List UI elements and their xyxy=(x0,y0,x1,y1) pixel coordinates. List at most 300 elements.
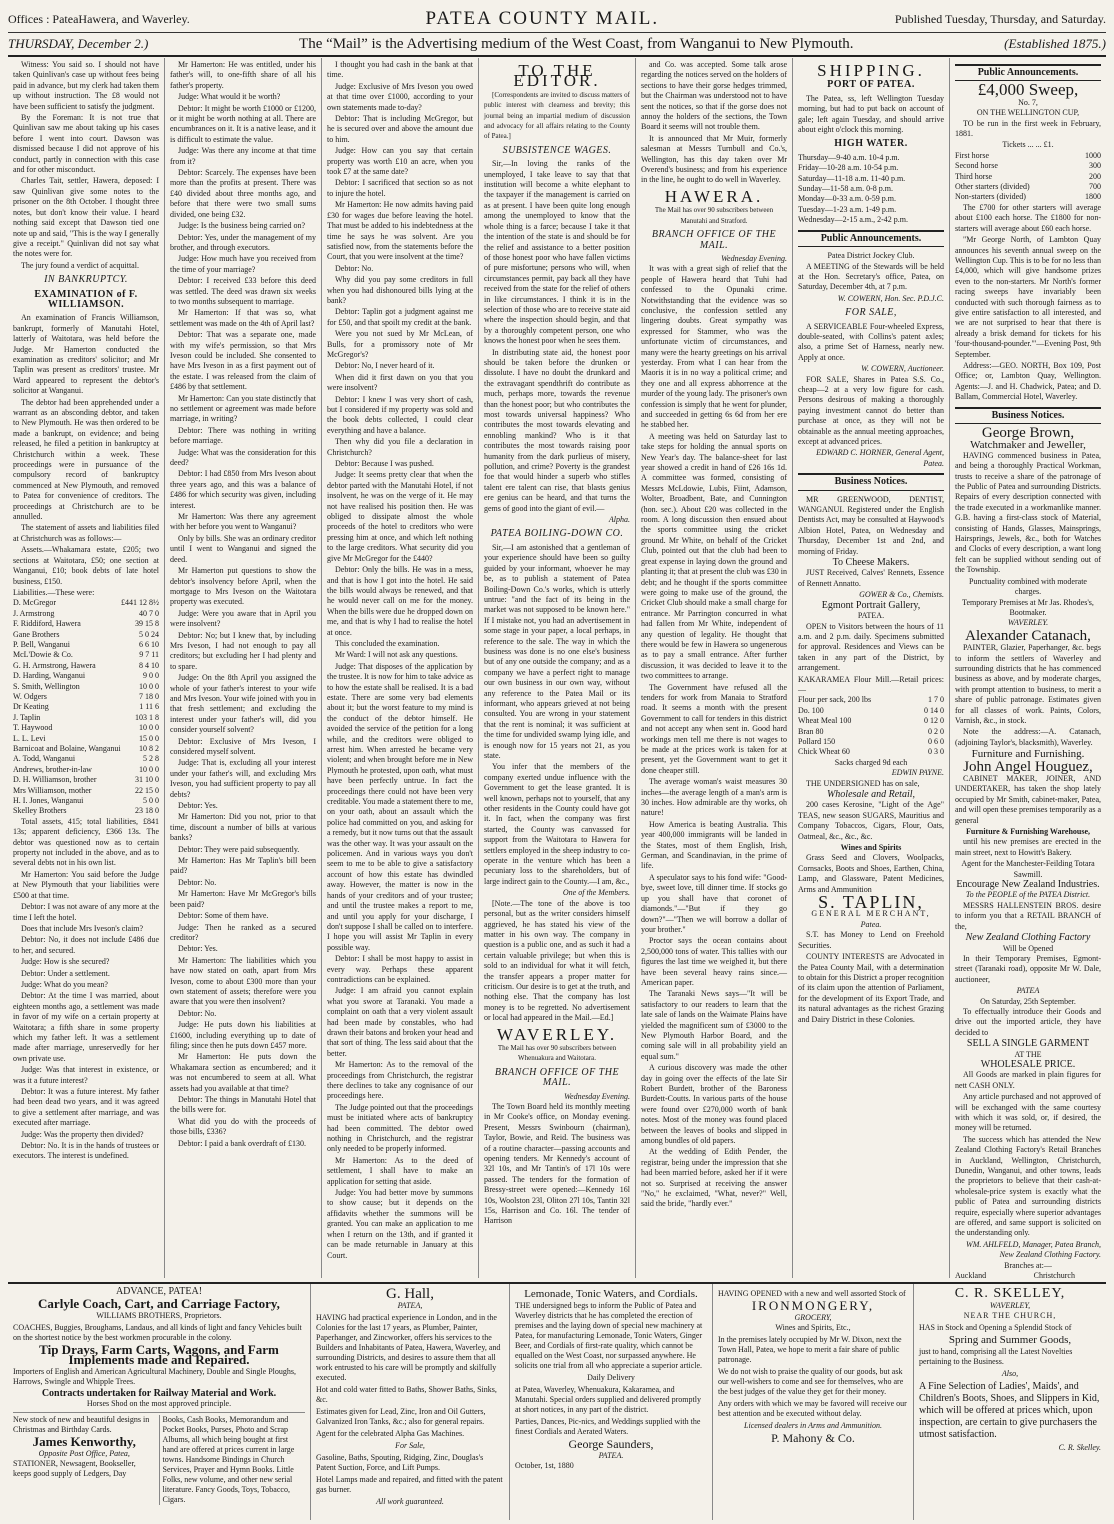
ad-heading: Lemonade, Tonic Waters, and Cordials. xyxy=(524,1288,698,1300)
para: Mr Hamerton: He was entitled, under his father's will, to one-fifth share of all his father's property. xyxy=(170,60,316,90)
para: Debtor: Scarcely. The expenses have been more than the profits at present. There was £40 divided about three months ago, and before that there were two small sums divided, one being £32. xyxy=(170,168,316,219)
para: Witness: You said so. I should not have taken Quinlivan's case up without fees being paid in advance, but my clerk had taken them up without instruction. The £8 would not have been sufficient to satisfy the judgment. xyxy=(13,60,159,111)
liability-cell: W. Odgers xyxy=(13,691,47,701)
para: Judge: It seems pretty clear that when the debtor parted with the Manutahi Hotel, if not insolvent, he was on the verge of it. He may not have realised his position then. He was obliged to dissipate almost the whole proceeds of the hotel to creditors who were pressing him at once, and which left nothing to the large creditors. What security did you give Mr McGregor for the £440? xyxy=(327,470,473,563)
dateline: Wednesday Evening. xyxy=(721,253,787,263)
ad-mahony xyxy=(713,1284,914,1520)
para: Debtor: Taplin got a judgment against me for £50, and that spoilt my credit at the bank. xyxy=(327,307,473,327)
para: MESSRS HALLENSTEIN BROS. desire to inform you that a RETAIL BRANCH of the, xyxy=(955,900,1101,931)
para: The Judge pointed out that the proceedings must be initiated where acts of bankruptcy had been committed. The debtor owed nothing in Christchurch, and the registrar only needed to be properly informed. xyxy=(327,1102,473,1154)
para: until his new premises are erected in the main street, next to Howitt's Bakery. xyxy=(955,837,1101,857)
subheader xyxy=(8,33,1106,57)
ad-subheading: PATEA. xyxy=(857,611,885,621)
para: Debtor: That was a separate one, made with my wife's permission, so that Mrs Iveson could be included. She consented to have Mrs Iveson in as a first payment out of the estate. I was released from the claim of £486 by that settlement. xyxy=(170,330,316,392)
section-heading: HAWERA. xyxy=(664,186,764,206)
para: Hotel Lamps made and repaired, and fitted with the patent gas burner. xyxy=(316,1475,503,1494)
para: Assets.—Whakamara estate, £205; two sections at Waitotara, £50; one section at Wanganui, £10; book debts of late hotel business, £150. xyxy=(13,545,159,586)
liability-cell: S. Smith, Wellington xyxy=(13,681,80,691)
para: Judge: On the 8th April you assigned the whole of your father's interest to your wife and Mrs Iveson. Your wife joined with you in that fresh settlement; and excluding the interest under your father's will, did you consider yourself solvent? xyxy=(170,673,316,735)
business-name: G. Hall, xyxy=(386,1286,434,1302)
masthead xyxy=(8,6,1106,33)
para: Total assets, 415; total liabilities, £841 13s; apparent deficiency, £366 13s. The debtor was questioned now as to certain property not included in the above, and as to several debts not in his own list. xyxy=(13,816,159,868)
para: Judge: Was there any income at that time from it? xyxy=(170,146,316,166)
tide-row: Sunday—11-58 a.m. 0-8 p.m. xyxy=(798,184,894,194)
liabilities-heading: Liabilities.—These were: xyxy=(13,587,95,597)
dateline: Wednesday Evening. xyxy=(564,1091,630,1101)
para: HAVING had practical experience in London, and in the Colonies for the last 17 years, as Plumber, Painter, Paperhanger, and Zincworker, offers his services to the Builders and Inhabitants of Patea, Hawera, Waverley, and surrounding Districts, and desires to assure them that all work entrusted to his care will be promptly and skilfully executed. xyxy=(316,1313,501,1382)
para: HAS in Stock and Opening a Splendid Stock of xyxy=(919,1323,1072,1332)
liability-cell: F. Riddiford, Hawera xyxy=(13,619,81,629)
liability-cell: 9 0 0 xyxy=(143,671,159,681)
para: Hot and cold water fitted to Baths, Shower Baths, Sinks, &c. xyxy=(316,1385,497,1404)
ad-kenworthy-left xyxy=(13,1415,159,1505)
liability-cell: 5 2 8 xyxy=(143,754,159,764)
liability-cell: 15 0 0 xyxy=(139,733,159,743)
liability-cell: McL'Dowie & Co. xyxy=(13,650,73,660)
para: This concluded the examination. xyxy=(335,638,440,648)
section-heading: EXAMINATION of F. WILLIAMSON. xyxy=(34,288,138,310)
liability-cell: 5 0 24 xyxy=(139,629,159,639)
ad-subheading: Will be Opened xyxy=(1002,943,1054,953)
para: It was with a great sigh of relief that the people of Hawera heard that Tuhi had confessed to the Opunaki crime. Notwithstanding that the evidence was so conclusive, the confession settled any lingering doubts. Great sympathy was expressed for Stammer, who was the unfortunate victim of circumstances, and many were the hearty greetings on his arrival yesterday. From what I can hear from the Maoris it is in no way a political crime; and they one and all express abhorrence at the murder of the young lady. The prisoner's own confession is simply that he went for plunder, and succeeded in getting 6s 6d from her ere he stabbed her. xyxy=(641,264,787,430)
flour-cell: Wheat Meal 100 xyxy=(798,716,852,726)
ad-carlyle xyxy=(8,1284,311,1520)
liability-row xyxy=(13,786,159,796)
para: Debtor: The things in Manutahi Hotel that the bills were for. xyxy=(170,1095,316,1115)
ad-saunders xyxy=(510,1284,713,1520)
para: Parties, Dances, Pic-nics, and Weddings supplied with the finest Cordials and Aerated Waters. xyxy=(515,1417,701,1436)
ad-heading: Carlyle Coach, Cart, and Carriage Factory, xyxy=(38,1296,280,1311)
liability-cell: Barnicoat and Bolaine, Wanganui xyxy=(13,744,121,753)
para: Judge: You had better move by summons to show cause; but it depends on the affidavits whether the summons will be granted. You can make an application to me when I return on the 13th, and if granted it can be made returnable in January at this Court. xyxy=(327,1188,473,1260)
para: MR GREENWOOD, DENTIST, WANGANUI. Registered under the English Dentists Act, may be consulted at Haywood's Albion Hotel, Patea, on Wednesday and Thursday, December 1st and 2nd, and morning of Friday. xyxy=(798,494,944,556)
flour-cell: Flour per sack, 200 lbs xyxy=(798,695,872,705)
prize-cell: Other starters (divided) xyxy=(955,182,1030,192)
tide-row: Thursday—9-40 a.m. 10-4 p.m. xyxy=(798,152,900,162)
prize-table xyxy=(955,151,1101,203)
liability-cell: D. H. Williamson, brother xyxy=(13,775,97,785)
liability-cell: 10 0 0 xyxy=(139,723,159,733)
para: Temporary Premises at Mr Jas. Rhodes's, Bootmaker. xyxy=(962,597,1094,617)
prize-cell: 1000 xyxy=(1085,150,1101,160)
para: FOR SALE, Shares in Patea S.S. Co., cheap—2 at a very low figure for cash. Persons desirous of making a thoroughly paying investment cannot do better than purchase at once, as they will not be obtainable as the annual meeting approaches, except at advanced prices. xyxy=(798,374,944,446)
tide-row: Tuesday—1-23 a.m. 1-49 p.m. xyxy=(798,204,897,214)
para: At the wedding of Edith Pender, the registrar, being under the impression that she had been married before, asked her if it were not so. Surprised at receiving the answer "No," he exclaimed, "What, never?" Well, said the bride, "hardly ever." xyxy=(641,1147,787,1209)
para: PAINTER, Glazier, Paperhanger, &c. begs to inform the settlers of Waverley and surrounding districts that he has commenced business as above, and by moderate charges, with prompt attention to business, to merit a share of public patronage. Estimates given for all classes of work. Paints, Colors, Varnish, &c., in stock. xyxy=(955,643,1101,725)
para: Mr Ward: I will not ask any questions. xyxy=(335,650,458,660)
para: Judge: Then he ranked as a secured creditor? xyxy=(170,922,316,942)
flour-row xyxy=(798,737,944,747)
para: Charles Tait, settler, Hawera, deposed: I saw Quinlivan give some notes to the prisoner on the 8th October. I thought three notes, but don't know their value. I heard nothing said except that Dawson tied one note up and said, "This is the way I generally give a receipt." Quinlivan did not say what the notes were for. xyxy=(13,176,159,259)
para: Debtor: No. It is in the hands of trustees or executors. The interest is undefined. xyxy=(13,1141,159,1161)
prize-row xyxy=(955,172,1101,182)
newspaper-title: PATEA COUNTY MAIL. xyxy=(425,8,660,29)
para: [Note.—The tone of the above is too personal, but as the writer considers himself aggrieved, he has stated his view of the matter in his own way. The company in question is a public one, and as such it had a certain valuable privilege; but when this is sold to an individual for what it will fetch, the transfer appears a proper matter for criticism. Our desire is to get at the truth, and nothing else. That the company has lost money is to be regretted. No advertisement or local had appeared in the Mail.—Ed.] xyxy=(484,898,630,1023)
prize-cell: 300 xyxy=(1089,161,1101,171)
column-3 xyxy=(322,58,479,1278)
branches-heading: Branches at:— xyxy=(1004,1260,1052,1270)
signature: GOWER & Co., Chemists. xyxy=(859,590,944,600)
para: Judge: That disposes of the application by the trustee. It is now for him to take advice as to how the estate shall be realised. It is a bad estate. There are some very bad elements about it; but the worst feature to my mind is the conduct of the debtor himself. He avoided the service of the petition for a long while, and the creditors were obliged to arrest him. When arrested he became very violent; and when brought before me in New Plymouth he protested, upon oath, what must have been perfectly untrue. In fact the proceedings there could not have been very creditable. You made a statement there to me, on your oath, about an assault which the police had committed on you, and asking for a remedy, but it now turns out that the assault was the other way. It was your assault on the policemen. And in various ways you don't seem to me to be able to give a satisfactory account of how this estate has dwindled away. However, the matter is now in the hands of your creditors and of your trustee; and until the trustee makes a report to me, and until you apply for your discharge, I don't suppose I shall be called on to interfere. I hope you will assist Mr Taplin in every possible way. xyxy=(327,661,473,952)
liability-cell: 1 11 6 xyxy=(139,702,159,712)
para: Mr Hamerton: He now admits having paid £30 for wages due before leaving the hotel. That must be added to his indebtedness at the time he says he was solvent. Are you satisfied now, from the statements before the Court, that you were insolvent at the time? xyxy=(327,200,473,262)
para: Horses Shod on the most approved principle. xyxy=(86,1399,232,1408)
ad-subheading: Daily Delivery xyxy=(587,1373,635,1382)
ad-kenworthy xyxy=(13,1412,305,1505)
para: Judge: I am afraid you cannot explain what you swore at Taranaki. You made a complaint on oath that a very violent assault had been made by constables, who had drawn their batons and broken your head and that sort of thing. The less said about that the better. xyxy=(327,986,473,1058)
liability-row xyxy=(13,692,159,702)
flour-row xyxy=(798,747,944,757)
prize-cell: First horse xyxy=(955,150,989,160)
para: Debtor: I had £850 from Mrs Iveson about three years ago, and this was a balance of £486 for which security was given, including interest. xyxy=(170,469,316,510)
flour-row xyxy=(798,716,944,726)
section-heading: WAVERLEY. xyxy=(496,1024,618,1044)
para: Debtor: No. xyxy=(178,877,217,887)
liability-cell: 6 6 10 xyxy=(139,639,159,649)
para: It is announced that Mr Muir, formerly salesman at Messrs Turnbull and Co.'s, Wellington, has this day taken over Mr Overend's business; and from his experience in the line, he ought to do well in Waverley. xyxy=(641,133,787,185)
para: Judge: He puts down his liabilities at £1600, including everything up to date of filing; since then he puts down £457 more. xyxy=(170,1020,316,1050)
liability-cell: 23 18 0 xyxy=(135,806,159,816)
tide-row: Saturday—11-18 a.m. 11-40 p.m. xyxy=(798,173,906,183)
issue-date: THURSDAY, December 2.) xyxy=(8,36,149,51)
ad-subheading: For Sale, xyxy=(395,1441,425,1450)
para: Judge: Were you aware that in April you were insolvent? xyxy=(170,608,316,629)
para: Any article purchased and not approved of will be exchanged with the same courtesy with which it was sold, or, if desired, the money will be returned. xyxy=(955,1092,1101,1133)
para: An examination of Francis Williamson, bankrupt, formerly of Manutahi Hotel, latterly of Waitotara, was held before the Judge. Mr Hamerton conducted the examination as creditors' solicitor; and Mr Taplin was present as creditors' trustee. Mr Ward appeared to represent the debtor's solicitor at Wanganui. xyxy=(13,313,159,396)
signature: W. COWERN, Hon. Sec. P.D.J.C. xyxy=(837,293,944,303)
para: Debtor: No. xyxy=(178,1008,217,1018)
prize-row xyxy=(955,151,1101,161)
liability-cell: J. Armstrong xyxy=(13,608,55,618)
ad-subheading: WHOLESALE PRICE. xyxy=(980,1058,1076,1070)
para: Mr Hamerton: Was there any agreement with her before you went to Wanganui? xyxy=(170,512,316,532)
tide-row: Monday—0-33 a.m. 0-59 p.m. xyxy=(798,194,896,204)
liability-row xyxy=(13,744,159,754)
para: A MEETING of the Stewards will be held at the Hon. Secretary's office, Patea, on Saturday, December 4th, at 7 p.m. xyxy=(798,261,944,292)
para: Mr Hamerton: Did you not, prior to that time, discount a number of bills at various banks? xyxy=(170,812,316,843)
para: CABINET MAKER, JOINER, AND UNDERTAKER, has taken the shop lately occupied by Mr Smith, cabinet-maker, Patea, and will open these premises temporarily as a general xyxy=(955,774,1101,825)
flour-cell: Pollard 150 xyxy=(798,736,836,746)
merchant-name: S. TAPLIN, xyxy=(818,892,924,913)
para: Judge: What was the consideration for this deed? xyxy=(170,447,316,468)
liability-cell: H. I. Jones, Wanganui xyxy=(13,796,84,806)
para: Punctuality combined with moderate charges. xyxy=(969,576,1087,597)
ad-heading: FOR SALE, xyxy=(845,307,897,319)
flour-cell: 0 2 0 xyxy=(928,726,944,736)
liability-row xyxy=(13,619,159,629)
para: "Mr George North, of Lambton Quay announces his seventh annual sweep on the Wellington Cup. This is to be for no less than £4,000, which will give handsome prizes even to the non-starters. Mr North's former racing sweeps have invariably been conducted with such thorough fairness as to give entire satisfaction to all interested, and we are not surprised to hear that there is already a brisk demand for tickets for his 'four-thousand-pounder.'"—Evening Post, 9th September. xyxy=(955,235,1101,359)
para: Sir,—I am astonished that a gentleman of your experience should have been so guilty guided by your informant, whoever he may be, as to publish a statement of Patea Boiling-Down Co.'s works, which is utterly untrue: "and the fact of its being in the market was not supposed to be known here." If I mistake not, you had an advertisement in some stage in your paper, a local perhaps, in reference to the sale. The way in which the business was done is no one else's business but of any one outside the company; and as a company we have a perfect right to manage our own business in our own way, without any reference to the Patea Mail or its informant, who appears grieved at not being consulted. You are wrong in your statement that the rent is nominal; it was sufficient at the time for undivided swamp lying idle, and is enough now for 15 years not 21, as you state. xyxy=(484,542,630,760)
ad-skelley xyxy=(914,1284,1106,1520)
para: In their Temporary Premises, Egmont-street (Taranaki road), opposite Mr W. Dale, auctioneer, xyxy=(955,953,1101,984)
liability-cell: A. Todd, Wanganui xyxy=(13,754,76,764)
sweep-cup: ON THE WELLINGTON CUP, xyxy=(976,108,1080,118)
liability-cell: Mrs Williamson, mother xyxy=(13,785,92,795)
liabilities-table xyxy=(13,598,159,817)
para: STATIONER, Newsagent, Bookseller, keeps good supply of Ledgers, Day xyxy=(13,1459,136,1478)
liability-cell: Skelley Brothers xyxy=(13,806,67,816)
prize-cell: 200 xyxy=(1089,171,1101,181)
para: What did you do with the proceeds of those bills, £336? xyxy=(170,1116,316,1137)
column-4 xyxy=(479,58,636,1278)
liability-row xyxy=(13,661,159,671)
para: Mr Hamerton: As to the removal of the proceedings from Christchurch, the registrar there declines to take any cognisance of our proceedings here. xyxy=(327,1060,473,1101)
para: Debtor: Only the bills. He was in a mess, and that is how I got into the hotel. He said the bills would always be renewed, and that he would never call on me for the money. When the bills were due he dropped down on me, and that is why I had to realise the hotel at once. xyxy=(327,565,473,637)
para: The statement of assets and liabilities filed at Christchurch was as follows:— xyxy=(13,523,159,543)
editor-note: [Correspondents are invited to discuss matters of public interest with clearness and brevity; this journal being an impartial medium of discussion and advocacy for all affairs relating to the County of Patea.] xyxy=(484,90,630,141)
para: Debtor: No, I never heard of it. xyxy=(335,361,435,371)
subscribers-note: The Mail has over 90 subscribers between Manutahi and Stratford. xyxy=(654,206,774,225)
business-place: Opposite Post Office, Patea, xyxy=(38,1449,130,1458)
para: COUNTY INTERESTS are Advocated in the Patea County Mail, with a determination to obtain for this District a proper recognition of its claim upon the attention of Parliament, for the development of its Export Trade, and its natural advantages as the richest Grazing and Dairy District in these Colonies. xyxy=(798,952,944,1024)
liability-cell: 8 4 10 xyxy=(139,660,159,670)
ad-subheading: AT THE xyxy=(1014,1049,1042,1059)
signature: W. COWERN, Auctioneer. xyxy=(861,364,944,374)
para: Debtor: Yes, under the management of my brother, and through executors. xyxy=(170,232,316,252)
flour-price-table xyxy=(798,695,944,757)
branch-row xyxy=(955,1271,1101,1278)
signature: EDWIN PAYNE. xyxy=(891,768,944,778)
para: Mr Hamerton: The liabilities which you have now stated on oath, apart from Mrs Iveson, come to about £300 more than your own statement of assets; therefore were you aware that you were then insolvent? xyxy=(170,955,316,1007)
para: Debtor: That is including McGregor, but he is secured over and above the amount due to him. xyxy=(327,114,473,144)
business-name: Alexander Catanach, xyxy=(965,627,1091,644)
prize-cell: 1800 xyxy=(1085,192,1101,202)
liability-cell: Dr Keating xyxy=(13,702,49,712)
flour-row xyxy=(798,706,944,716)
liability-cell: J. Taplin xyxy=(13,712,41,722)
ad-heading: To Cheese Makers. xyxy=(832,557,910,569)
para: Debtor: I paid a bank overdraft of £130. xyxy=(178,1138,306,1148)
column-1 xyxy=(8,58,165,1278)
date: October, 1st, 1880 xyxy=(515,1461,574,1470)
liability-cell: Gane Brothers xyxy=(13,629,60,639)
liability-cell: 39 15 8 xyxy=(135,619,159,629)
para: The £700 for other starters will average about £100 each horse. The £1800 for non-starters will average about £60 each horse. xyxy=(955,202,1101,233)
para: How America is beating Australia. This year 400,000 immigrants will be landed in the States, most of them English, Irish, German, and Scandinavian, in the prime of life. xyxy=(641,819,787,871)
public-announcements-heading: Public Announcements. xyxy=(798,230,944,247)
business-name: P. Mahony & Co. xyxy=(771,1431,855,1445)
para: A Fine Selection of Ladies', Maids', and Children's Boots, Shoes, and Slippers in Kid, which will be offered at prices which, upon inspection, are certain to give purchasers the utmost satisfaction. xyxy=(919,1381,1100,1440)
liability-row xyxy=(13,650,159,660)
flour-cell: 1 7 0 xyxy=(928,695,944,705)
ad-heading: Furniture and Furnishing. xyxy=(971,748,1085,761)
ad-subheading: Also, xyxy=(1001,1369,1019,1378)
para: Judge: Is the business being carried on? xyxy=(178,221,306,231)
sweep-title: £4,000 Sweep, xyxy=(977,80,1079,100)
ad-subheading: GROCERY, xyxy=(794,1313,832,1322)
para: A meeting was held on Saturday last to take steps for holding the annual sports on New Year's day. The balance-sheet for last year showed a credit in hand of £26 16s 1d. A committee was formed, consisting of Messrs McLdowie, Lubis, Fiint, Adamson, Wolter, Broadbent, Bate, and Cunnington (hon. sec.). About £20 was collected in the room. A long discussion then ensued about the sports committee using the cricket ground. Mr White, on behalf of the Cricket Club, pointed out that the club had been to great expense in laying down the ground and planting it; that at present the club was £30 in debt; and he thought if the sports committee were going to make use of the ground, the Cricket Club should make a small charge for entrance. Mr Parrington concurred in what had fallen from Mr White, independent of any question of legality. He thought that there would be few in Hawera so ungenerous as to pay a small entrance. After further discussion, it was decided to leave it to the two committees to arrange. xyxy=(641,431,787,681)
para: The Town Board held its monthly meeting in Mr Cooke's office, on Monday evening. Present, Messrs Swinbourn (chairman), Taylor, Bowie, and Reid. The business was of a routine character—passing accounts and opening tenders. Mr Kennedy's account of 32l 10s, and Mr Tantin's of 17l 10s were passed. The tenders for the formation of Bressy-street were opened:—Kennedy 16l 10s, Woolston 23l, Oliton 27l 10s, Tantin 32l 15s, Harrison and Co. 16l. The tender of Harrison xyxy=(484,1102,630,1226)
flour-cell: 0 6 0 xyxy=(928,736,944,746)
para: Judge: Was the property then divided? xyxy=(21,1129,144,1139)
liability-row xyxy=(13,682,159,692)
section-heading: SHIPPING. xyxy=(817,61,925,80)
liability-cell: 5 0 0 xyxy=(143,796,159,806)
ad-heading: Contracts undertaken for Railway Material and Work. xyxy=(41,1388,277,1399)
para: Mr Hamerton: You said before the Judge at New Plymouth that your liabilities were £500 at that time. xyxy=(13,869,159,900)
para: Debtor: Under a settlement. xyxy=(21,968,110,978)
para: All Goods are marked in plain figures for nett CASH ONLY. xyxy=(955,1070,1101,1090)
para: THE UNDERSIGNED has on sale, xyxy=(806,778,920,788)
para: To effectually introduce their Goods and drive out the imported article, they have decided to xyxy=(955,1006,1101,1037)
liability-cell: 31 10 0 xyxy=(135,775,159,785)
ad-subheading: Wholesale and Retail, xyxy=(826,789,916,800)
para: Address:—GEO. NORTH, Box 109, Post Office; or, Lambton Quay, Wellington. Agents:—J. and H. Chadwick, Patea; and D. Ballam, Commercial Hotel, Waverley. xyxy=(955,360,1101,402)
para: Note the address:—A. Catanach, (adjoining Taylor's, blacksmith), Waverley. xyxy=(955,727,1101,747)
para: Importers of English and American Agricultural Machinery, Double and Single Ploughs, Harrows, Swingle and Whipple Trees. xyxy=(13,1367,296,1386)
para: Debtor: I sacrificed that section so as not to injure the hotel. xyxy=(327,178,473,198)
flour-cell: 0 3 0 xyxy=(928,747,944,757)
tide-row: Wednesday—2-15 a.m., 2-42 p.m. xyxy=(798,215,908,225)
para: The success which has attended the New Zealand Clothing Factory's Retail Branches in Auckland, Wellington, Christchurch, Dunedin, Wanganui, and other towns, leads the proprietors to believe that their cash-at-wholesale-price system is exactly what the public of Patea and surrounding districts require, especially where superior advantages are offered, and same support is solicited on the understanding only. xyxy=(955,1134,1101,1238)
para: Judge: How can you say that certain property was worth £10 an acre, when you took £7 at the same date? xyxy=(327,146,473,177)
para: Mr Hamerton: If that was so, what settlement was made on the 4th of April last? xyxy=(170,308,316,328)
branch-cell: Christchurch xyxy=(1033,1271,1075,1278)
business-notices-heading: Business Notices. xyxy=(955,407,1101,424)
liability-row xyxy=(13,754,159,764)
liability-cell: Andrews, brother-in-law xyxy=(13,764,92,774)
para: Gasoline, Baths, Spouting, Ridging, Zinc, Douglas's Patent Suction, Force, and Lift Pumps. xyxy=(316,1453,484,1472)
para: Debtor: Because I was pushed. xyxy=(335,459,434,469)
liability-cell: P. Bell, Wanganui xyxy=(13,639,70,649)
liability-row xyxy=(13,713,159,723)
branches-table xyxy=(955,1271,1101,1278)
prize-row xyxy=(955,161,1101,171)
business-name: James Kenworthy, xyxy=(32,1434,136,1449)
para: The Government have refused all the tenders for work from Manaia to Stratford road. It seems a month with the present Government to call for tenders in this district and not accept any when sent in. Good hard workings men tell me there is not wages to be made at the prices work is taken for at present, yet the Government want to get it done cheaper still. xyxy=(641,682,787,775)
business-name: George Brown, xyxy=(981,425,1075,441)
column-6 xyxy=(793,58,950,1278)
para: The Patea, ss, left Wellington Tuesday morning, but had to put back on account of gale; left again Tuesday, and should arrive about eight o'clock this morning. xyxy=(798,93,944,135)
ad-subheading: New Zealand Clothing Factory xyxy=(965,932,1091,944)
liability-row xyxy=(13,702,159,712)
para: Debtor: No, it does not include £486 due to her, and secured. xyxy=(13,935,159,955)
signature: EDWARD C. HORNER, General Agent, Patea. xyxy=(816,448,944,468)
ad-subheading: SELL A SINGLE GARMENT xyxy=(966,1038,1090,1050)
para: In the premises lately occupied by Mr W. Dixon, next the Town Hall, Patea, we hope to merit a fair share of public patronage. xyxy=(718,1335,902,1364)
para: The debtor had been apprehended under a warrant as an absconding debtor, and taken to New Plymouth. He was then ordered to be made a bankrupt, on evidence; and being released, he filed a petition in bankruptcy at Christchurch within a week. These proceedings were in pursuance of the compulsory record of bankruptcy commenced at New Plymouth, and removed to Patea for convenience of creditors. The proceedings at Christchurch are to be annulled. xyxy=(13,397,159,522)
ad-heading: Tip Drays, Farm Carts, Wagons, and Farm Implements made and Repaired. xyxy=(39,1342,279,1367)
liability-cell: 40 7 0 xyxy=(139,608,159,618)
column-2 xyxy=(165,58,322,1278)
liability-cell: G. H. Armstrong, Hawera xyxy=(13,660,96,670)
para: Agent for the Manchester-Feilding Totara Sawmill. xyxy=(961,859,1095,879)
flour-cell: 0 12 0 xyxy=(924,716,944,726)
para: We do not wish to praise the quality of our goods, but ask our well-wishers to come and see for themselves, who are the best judges of the value they get for their money. xyxy=(718,1367,904,1396)
business-name: C. R. SKELLEY, xyxy=(954,1286,1066,1301)
flour-cell: Bran 80 xyxy=(798,726,824,736)
para: at Patea, Waverley, Whenuakura, Kakaramea, and Manutahi. Special orders supplied and delivered promptly at short notices, in any part of the district. xyxy=(515,1385,701,1414)
para: Debtor: There was nothing in writing before marriage. xyxy=(170,425,316,446)
flour-cell: 0 14 0 xyxy=(924,705,944,715)
business-name: John Angel Houguez, xyxy=(963,758,1093,775)
branch-cell: Auckland xyxy=(955,1271,987,1278)
place-heading: WAVERLEY. xyxy=(1007,618,1049,628)
para: The jury found a verdict of acquittal. xyxy=(21,260,139,270)
liability-row xyxy=(13,640,159,650)
para: Estimates given for Lead, Zinc, Iron and Oil Gutters, Galvanized Iron Tanks, &c.; also for general repairs. xyxy=(316,1407,486,1426)
liability-cell: L. L. Levi xyxy=(13,733,46,743)
para: Debtor: I shall be most happy to assist in every way. Perhaps these apparent contradictions can be explained. xyxy=(327,954,473,984)
merchant-place: Patea. xyxy=(860,919,882,929)
offices: Offices : PateaHawera, and Waverley. xyxy=(8,11,190,26)
liability-row xyxy=(13,796,159,806)
signature: Alpha. xyxy=(608,515,630,525)
sweep-number: No. 7, xyxy=(1018,97,1038,107)
ad-heading: IRONMONGERY, xyxy=(751,1298,875,1313)
para: A speculator says to his fond wife: "Good-bye, sweet love, till dinner time. If stocks go up you shall have that coronet of diamonds."—"But if they go down?"—"Then we will borrow a dollar of your brother." xyxy=(641,872,787,934)
prize-cell: Non-starters (divided) xyxy=(955,192,1026,202)
para: Sir,—In loving the ranks of the unemployed, I take leave to say that that institution will become a white elephant to the taxpayer if the management is carried on as at present. I have been quite long enough among the unemployed to know that the whole thing is a farce; because I take it that the intention of the state is and should be for the relief and assistance to a better position of those honest poor who have fallen victims of pure misfortune; persons who will, when circumstances permit, pay back all they have received from the state for the relief of others in like circumstances. I think it is in the selection of those who are to receive state aid where the inspection should begin, and that by a thoroughly competent person, one who knows the honest poor when he sees them. xyxy=(484,159,630,346)
para: Mr Hamerton: Have Mr McGregor's bills been paid? xyxy=(170,889,316,909)
ad-heading: Egmont Portrait Gallery, xyxy=(821,599,921,611)
flour-cell: Do. 100 xyxy=(798,705,824,715)
para: Mr Hamerton: He puts down the Whakamara section as encumbered; and it was not encumbered to seem at all. What assets had you available at that time? xyxy=(170,1052,316,1093)
para: Debtor: Some of them have. xyxy=(178,911,269,921)
liability-row xyxy=(13,734,159,744)
para: Then why did you file a declaration in Christchurch? xyxy=(327,437,473,457)
business-name: George Saunders, xyxy=(568,1437,654,1451)
liability-cell: 22 15 0 xyxy=(135,785,159,795)
ad-heading: Spring and Summer Goods, xyxy=(948,1334,1072,1346)
para: Proctor says the ocean contains about 2,500,000 tons of water. This tallies with our figures the last time we weighed it, but there have been several heavy rains since.—American paper. xyxy=(641,936,787,987)
sub-heading: PORT OF PATEA. xyxy=(827,79,915,91)
para: Judge: Exclusive of Mrs Iveson you owed at that time over £1000, according to your own statements made to-day? xyxy=(327,81,473,112)
column-5 xyxy=(636,58,793,1278)
prize-row xyxy=(955,192,1101,202)
para: Mr Hamerton: Can you state distinctly that no settlement or agreement was made before marriage, in writing? xyxy=(170,393,316,424)
signature: C. R. Skelley. xyxy=(1058,1443,1101,1452)
business-place: WAVERLEY, xyxy=(989,1301,1031,1310)
tagline: The “Mail” is the Advertising medium of the West Coast, from Wanganui to New Plymouth. xyxy=(299,35,854,52)
tickets: Tickets ... ... £1. xyxy=(1002,140,1054,150)
liability-cell: 10 8 2 xyxy=(139,744,159,753)
letter-heading: PATEA BOILING-DOWN CO. xyxy=(490,528,624,540)
para: Debtor: Exclusive of Mrs Iveson, I considered myself solvent. xyxy=(170,736,316,756)
para: Judge: How much have you received from the time of your marriage? xyxy=(170,254,316,274)
flour-heading: KAKARAMEA Flour Mill.—Retail prices:— xyxy=(798,674,944,694)
para: Debtor: Yes. xyxy=(178,801,218,811)
ad-subheading: Furniture & Furnishing Warehouse, xyxy=(965,827,1091,837)
para: New stock of new and beautiful designs in Christmas and Birthday Cards. xyxy=(13,1415,150,1434)
para: OPEN to Visitors between the hours of 11 a.m. and 2 p.m. daily. Specimens submitted for approval. Residences and Views can be taken in any part of the District, by arrangement. xyxy=(798,621,944,673)
para: Debtor: Yes. xyxy=(178,944,218,954)
para: Debtor: It might be worth £1000 or £1200, or it might be worth nothing at all. There are encumbrances on it. It is a native lease, and it is difficult to estimate the value. xyxy=(170,103,316,144)
para: I thought you had cash in the bank at that time. xyxy=(327,60,473,80)
para: A SERVICEABLE Four-wheeled Express, double-seated, with Collins's patent axles; also, a prime Set of Harness, nearly new. Apply at once. xyxy=(798,321,944,362)
para: 200 cases Kerosine, "Light of the Age" TEAS, new season SUGARS, Mauritius and Company Tobaccos, Cigars, Flour, Oats, Oatmeal, &c., &c., &c. xyxy=(798,800,944,841)
ad-heading: Encourage New Zealand Industries. xyxy=(956,879,1100,891)
para: Does that include Mrs Iveson's claim? xyxy=(21,923,144,933)
para: JUST Received, Calves' Rennets, Essence of Rennett Annatto. xyxy=(798,568,944,588)
columns xyxy=(8,58,1106,1278)
para: All work guaranteed. xyxy=(376,1497,444,1506)
flour-row xyxy=(798,727,944,737)
ad-subheading: To the PEOPLE of the PATEA District. xyxy=(965,890,1091,900)
business-notices-heading: Business Notices. xyxy=(798,473,944,490)
para: Debtor: I received £33 before this deed was settled. The deed was drawn six weeks to two months subsequent to marriage. xyxy=(170,276,316,306)
liability-row xyxy=(13,671,159,681)
liability-cell: D. McGregor xyxy=(13,598,57,608)
established: (Established 1875.) xyxy=(1004,36,1106,51)
signature: WM. AHLFELD, Manager, Patea Branch, New Zealand Clothing Factory. xyxy=(966,1239,1101,1260)
para: Debtor: It was a future interest. My father had been dead two years, and it was agreed to give a settlement after marriage, and was executed after marriage. xyxy=(13,1087,159,1128)
liability-cell: 10 0 0 xyxy=(139,764,159,774)
publication-days: Published Tuesday, Thursday, and Saturday. xyxy=(894,11,1106,26)
flour-row xyxy=(798,695,944,705)
liability-row xyxy=(13,723,159,733)
para: Debtor: At the time I was married, about eighteen months ago, a settlement was made in favor of my wife on a certain property at Waitotara; a fifth share in some property which my father left. It was a settlement made after marriage, unreservedly for her own private use. xyxy=(13,991,159,1063)
